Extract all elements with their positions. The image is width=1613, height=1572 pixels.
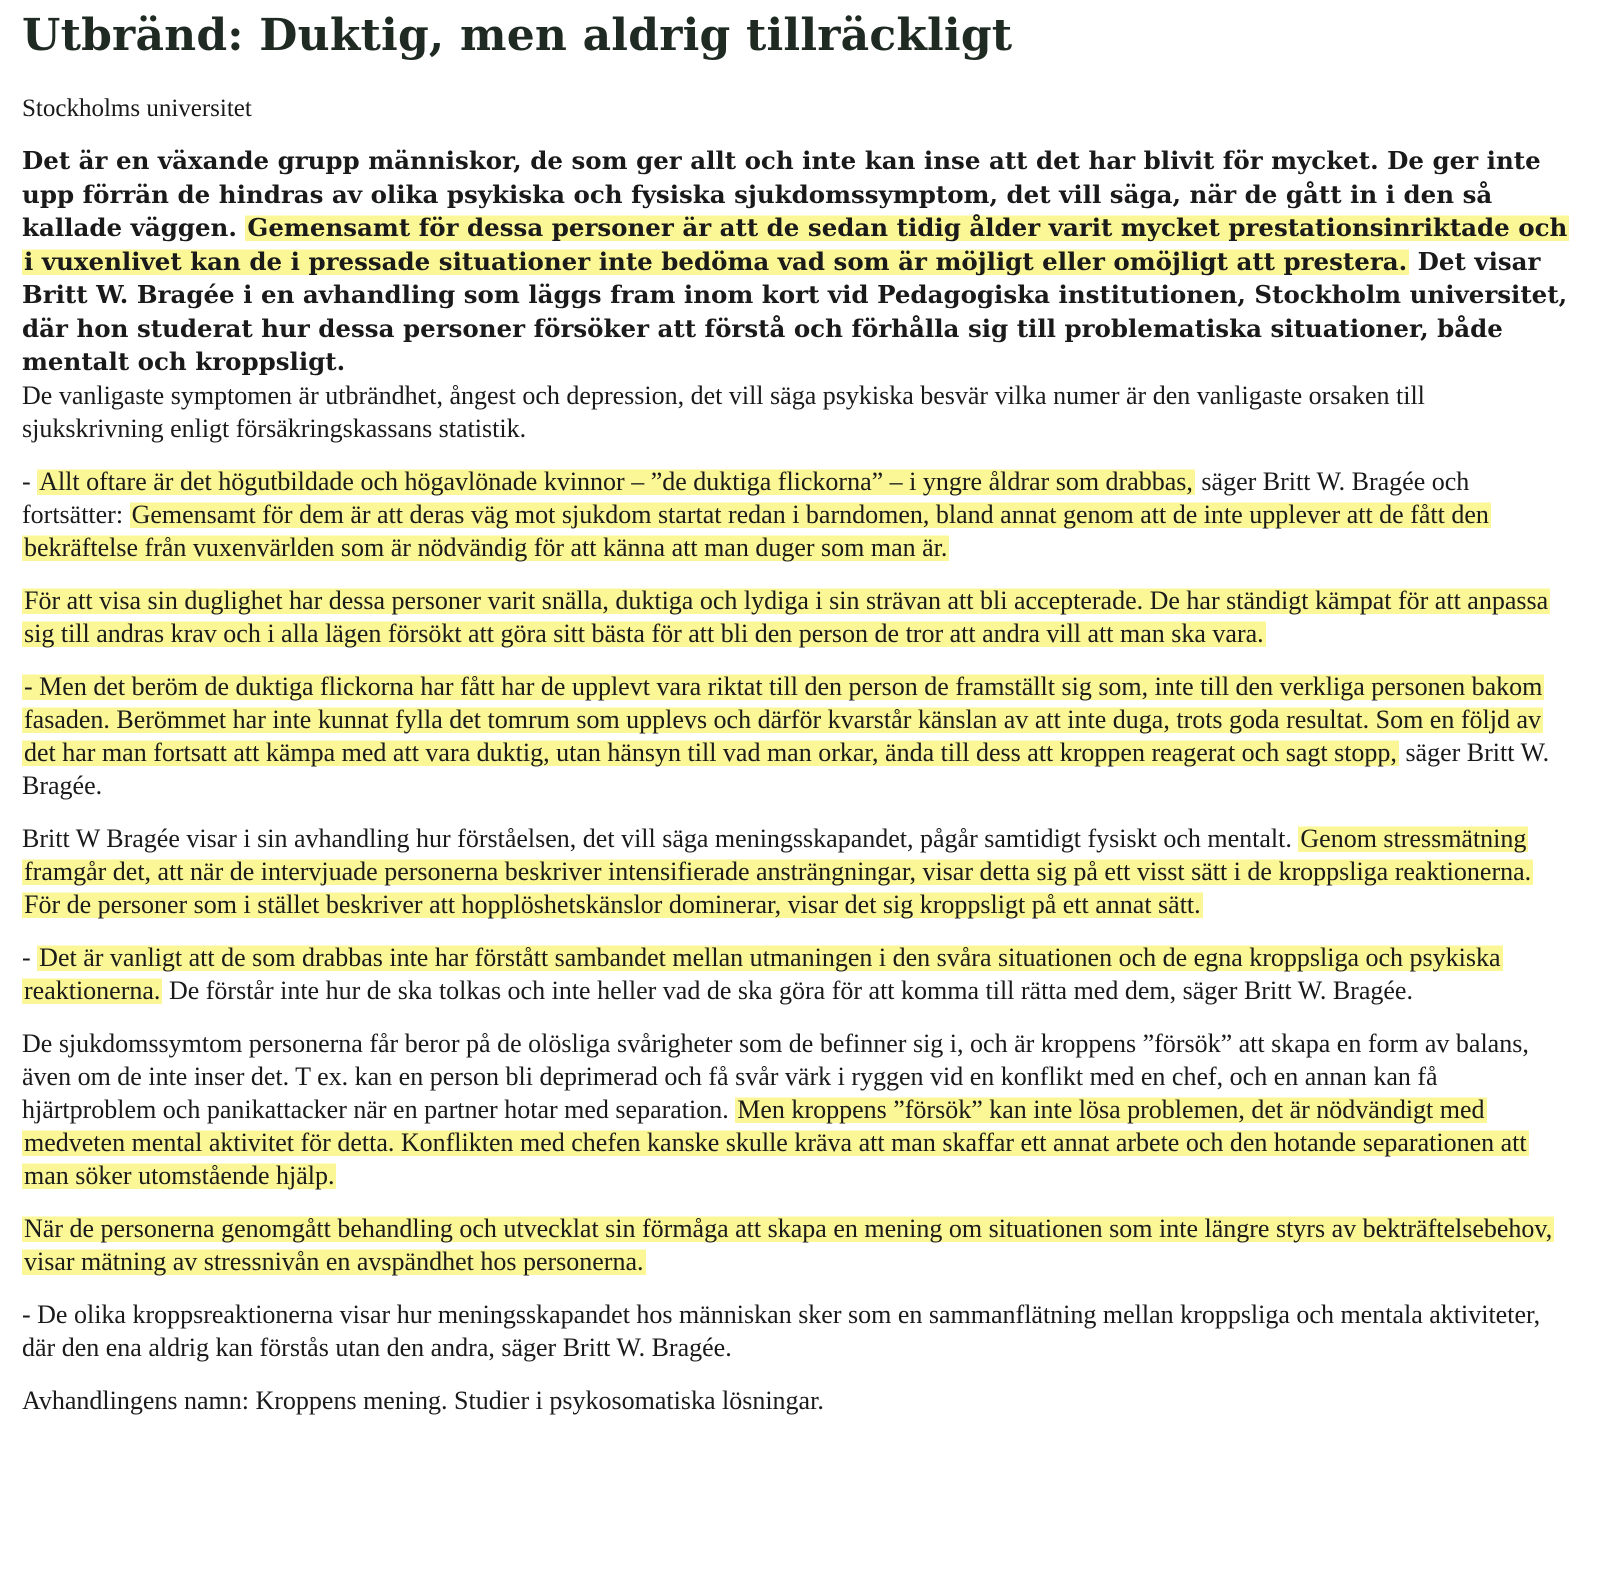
lead-highlighted-text: Gemensamt för dessa personer är att de sedan tidig ålder varit mycket prestationsinriktade och i vuxenlivet kan de i pressade situationer inte bedöma vad som är möjligt eller omöjligt att prestera. [24,213,1568,276]
article-source: Stockholms universitet [22,95,252,122]
paragraph-text: - [22,942,38,972]
paragraph-text: - De olika kroppsreaktionerna visar hur meningsskapandet hos människan sker som en sammanflätning mellan kroppsliga och mentala aktiviteter, där den ena aldrig kan förstås utan den andra, säger Britt W. Bragée. [22,1299,1541,1362]
paragraph-symptoms [22,379,1572,445]
paragraph-text: Britt W Bragée visar i sin avhandling hur förståelsen, det vill säga meningsskapandet, pågår samtidigt fysiskt och mentalt. [22,823,1299,853]
article-title: Utbränd: Duktig, men aldrig tillräckligt [22,10,1013,61]
paragraph-berom [22,670,1572,802]
paragraph-text: De förstår inte hur de ska tolkas och inte heller vad de ska göra för att komma till rätta med dem, säger Britt W. Bragée. [162,975,1413,1005]
highlighted-text: Gemensamt för dem är att deras väg mot sjukdom startat redan i barndomen, bland annat genom att de inte upplever att de fått den bekräftelse från vuxenvärlden som är nödvändig för att känna att man duger som man är. [24,499,1489,562]
paragraph-kroppsreaktioner [22,1298,1572,1364]
article-lead [22,144,1570,379]
paragraph-text: säger Britt W. Bragée. [22,737,1550,800]
paragraph-avhandlingens-namn [22,1384,1572,1417]
highlighted-text: Men kroppens ”försök” kan inte lösa problemen, det är nödvändigt med medveten mental aktivitet för detta. Konflikten med chefen kanske skulle kräva att man skaffar ett annat arbete och den hotande separationen att man söker utomstående hjälp. [24,1094,1527,1190]
highlighted-text: Allt oftare är det högutbildade och högavlönade kvinnor – ”de duktiga flickorna” – i yngre åldrar som drabbas, [39,466,1193,496]
paragraph-duglighet [22,584,1572,650]
paragraph-text: Avhandlingens namn: Kroppens mening. Studier i psykosomatiska lösningar. [22,1385,824,1415]
paragraph-text: säger Britt W. Bragée och fortsätter: [22,466,1470,529]
lead-text-end: Det visar Britt W. Bragée i en avhandling som läggs fram inom kort vid Pedagogiska institutionen, Stockholm universitet, där hon studerat hur dessa personer försöker att förstå och förhålla sig till problematiska situationer, både mentalt och kroppsligt. [22,246,1568,376]
paragraph-stressmatning [22,822,1572,921]
paragraph-quote-duktiga-flickor [22,465,1572,564]
highlighted-text: Genom stressmätning framgår det, att när de intervjuade personerna beskriver intensifierade ansträngningar, visar detta sig på ett visst sätt i de kroppsliga reaktionerna. För de personer som i stället beskriver att hopplöshetskänslor dominerar, visar det sig kroppsligt på ett annat sätt. [24,823,1532,919]
highlighted-text: För att visa sin duglighet har dessa personer varit snälla, duktiga och lydiga i sin strävan att bli accepterade. De har ständigt kämpat för att anpassa sig till andras krav och i alla lägen försökt att göra sitt bästa för att bli den person de tror att andra vill att man ska vara. [24,585,1549,648]
highlighted-text: Det är vanligt att de som drabbas inte har förstått sambandet mellan utmaningen i den svåra situationen och de egna kroppsliga och psykiska reaktionerna. [24,942,1501,1005]
paragraph-sambandet [22,941,1572,1007]
lead-text: Det är en växande grupp människor, de som ger allt och inte kan inse att det har blivit för mycket. De ger inte upp förrän de hindras av olika psykiska och fysiska sjukdomssymptom, det vill säga, när de gått in i den så kallade väggen. [22,146,1541,242]
highlighted-text: När de personerna genomgått behandling och utvecklat sin förmåga att skapa en mening om situationen som inte längre styrs av bekträftelsebehov, visar mätning av stressnivån en avspändhet hos personerna. [24,1213,1553,1276]
paragraph-sjukdomssymtom [22,1027,1572,1192]
article [22,0,1592,1417]
paragraph-text: De vanligaste symptomen är utbrändhet, ångest och depression, det vill säga psykiska besvär vilka numer är den vanligaste orsaken till sjukskrivning enligt försäkringskassans statistik. [22,380,1425,443]
highlighted-text: - Men det beröm de duktiga flickorna har fått har de upplevt vara riktat till den person de framställt sig som, inte till den verkliga personen bakom fasaden. Berömmet har inte kunnat fylla det tomrum som upplevs och därför kvarstår känslan av att inte duga, trots goda resultat. Som en följd av det har man fortsatt att kämpa med att vara duktig, utan hänsyn till vad man orkar, ända till dess att kroppen reagerat och sagt stopp, [24,671,1543,767]
paragraph-text: - [22,466,38,496]
paragraph-behandling [22,1212,1572,1278]
paragraph-text: De sjukdomssymtom personerna får beror på de olösliga svårigheter som de befinner sig i, och är kroppens ”försök” att skapa en form av balans, även om de inte inser det. T ex. kan en person bli deprimerad och få svår värk i ryggen vid en konflikt med en chef, och en annan kan få hjärtproblem och panikattacker när en partner hotar med separation. [22,1028,1529,1124]
